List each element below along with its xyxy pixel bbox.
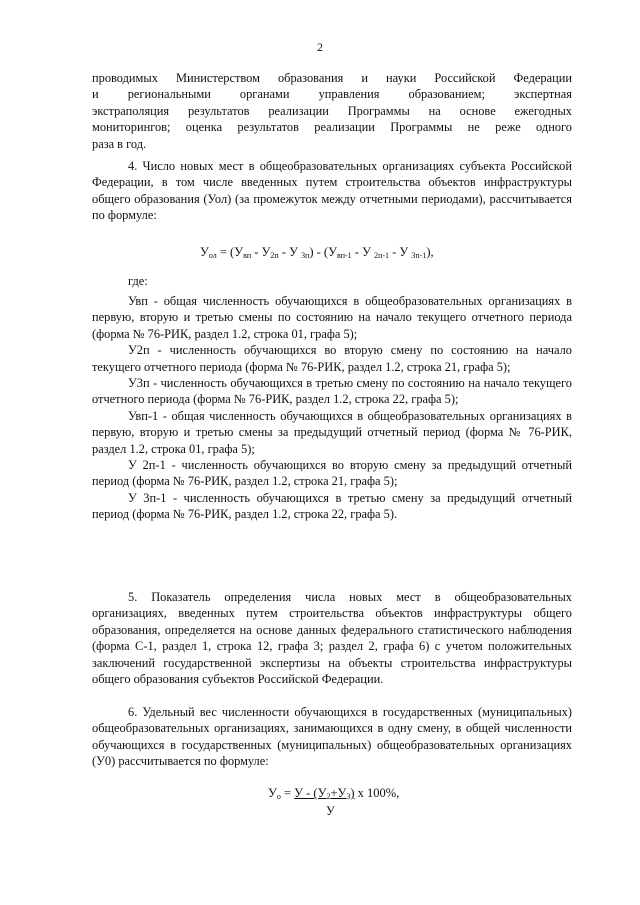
formula-subscript: 2 bbox=[326, 792, 331, 801]
formula-part: ) - (У bbox=[309, 245, 337, 259]
formula-symbol: У bbox=[200, 245, 209, 259]
formula-symbol: У bbox=[268, 786, 277, 800]
formula-part: х 100%, bbox=[354, 786, 400, 800]
formula-subscript: 3п bbox=[301, 251, 310, 260]
definitions-list bbox=[92, 293, 572, 523]
formula-subscript: вп-1 bbox=[336, 251, 352, 260]
formula-part: = bbox=[280, 786, 295, 800]
formula-subscript: 2п bbox=[270, 251, 279, 260]
formula-new-places bbox=[200, 245, 434, 260]
definition-item: Увп - общая численность обучающихся в общеобразовательных организациях в первую, вторую и третью смены по состоянию на начало текущего отчетного периода (форма № 76-РИК, раздел 1.2, строка 01, графа 5); bbox=[92, 294, 572, 341]
formula-one-shift-share bbox=[268, 786, 399, 801]
definition-item: Увп-1 - общая численность обучающихся в общеобразовательных организациях в первую, вторую и третью смены за предыдущий отчетный период (форма № 76-РИК, раздел 1.2, строка 01, графа 5); bbox=[92, 408, 572, 456]
paragraph-5 bbox=[92, 589, 572, 687]
definition-item: У 3п-1 - численность обучающихся в третью смену за предыдущий отчетный период (форма № 76-РИК, раздел 1.2, строка 22, графа 5). bbox=[92, 490, 572, 522]
formula-denominator: У bbox=[326, 804, 335, 818]
formula-subscript: 2п-1 bbox=[374, 251, 390, 260]
where-label: где: bbox=[128, 274, 148, 288]
intro-line: экстраполяция результатов реализации Программы на основе ежегодных bbox=[92, 103, 572, 118]
formula-part: - У bbox=[278, 245, 302, 259]
formula-subscript: вп bbox=[243, 251, 252, 260]
formula-subscript: о bbox=[276, 792, 281, 801]
intro-line: проводимых Министерством образования и науки Российской Федерации bbox=[92, 71, 572, 85]
formula-subscript: ол bbox=[208, 251, 217, 260]
paragraph-4-text: 4. Число новых мест в общеобразовательных организациях субъекта Российской Федерации, в том числе введенных путем строительства объектов инфраструктуры общего образования (Уол) (за промежуток между отчетными периодами), рассчитывается по формуле: bbox=[92, 159, 572, 223]
paragraph-5-text: 5. Показатель определения числа новых мест в общеобразовательных организациях, введенных путем строительства объектов инфраструктуры общего образования, определяется на основе данных федерального статистического наблюдения (форма С-1, раздел 1, строка 12, графа 3; раздел 2, графа 6) с учетом положительных заключений государственной экспертизы на объекты строительства инфраструктуры общего образования субъектов Российской Федерации. bbox=[92, 590, 572, 687]
paragraph-6-text: 6. Удельный вес численности обучающихся в государственных (муниципальных) общеобразовательных организациях, занимающихся в одну смену, в общей численности обучающихся в государственных (муниципальных) общеобразовательных организациях (У0) рассчитывается по формуле: bbox=[92, 705, 572, 769]
intro-line: и региональными органами управления образованием; экспертная bbox=[92, 87, 572, 102]
intro-line: мониторингов; оценка результатов реализации Программы не реже одного bbox=[92, 120, 572, 135]
definition-item: У2п - численность обучающихся во вторую смену по состоянию на начало текущего отчетного периода (форма № 76-РИК, раздел 1.2, строка 21, графа 5); bbox=[92, 343, 572, 374]
definition-item: У3п - численность обучающихся в третью смену по состоянию на начало текущего отчетного периода (форма № 76-РИК, раздел 1.2, строка 22, графа 5); bbox=[92, 376, 572, 407]
formula-part: = (У bbox=[216, 245, 244, 259]
formula-part: +У bbox=[330, 786, 347, 800]
paragraph-4 bbox=[92, 158, 572, 224]
formula-part: ) bbox=[350, 786, 355, 800]
formula-subscript: 3п-1 bbox=[411, 251, 427, 260]
page-number: 2 bbox=[317, 40, 323, 54]
formula-part: - У bbox=[389, 245, 412, 259]
intro-line: раза в год. bbox=[92, 136, 147, 151]
formula-numerator bbox=[294, 786, 354, 800]
formula-subscript: 3 bbox=[346, 792, 351, 801]
paragraph-6 bbox=[92, 704, 572, 770]
formula-part: ), bbox=[426, 245, 434, 259]
formula-part: У - (У bbox=[294, 786, 327, 800]
definition-item: У 2п-1 - численность обучающихся во вторую смену за предыдущий отчетный период (форма № 76-РИК, раздел 1.2, строка 21, графа 5); bbox=[92, 458, 572, 489]
formula-part: - У bbox=[351, 245, 375, 259]
formula-part: - У bbox=[251, 245, 271, 259]
intro-paragraph bbox=[92, 70, 572, 152]
